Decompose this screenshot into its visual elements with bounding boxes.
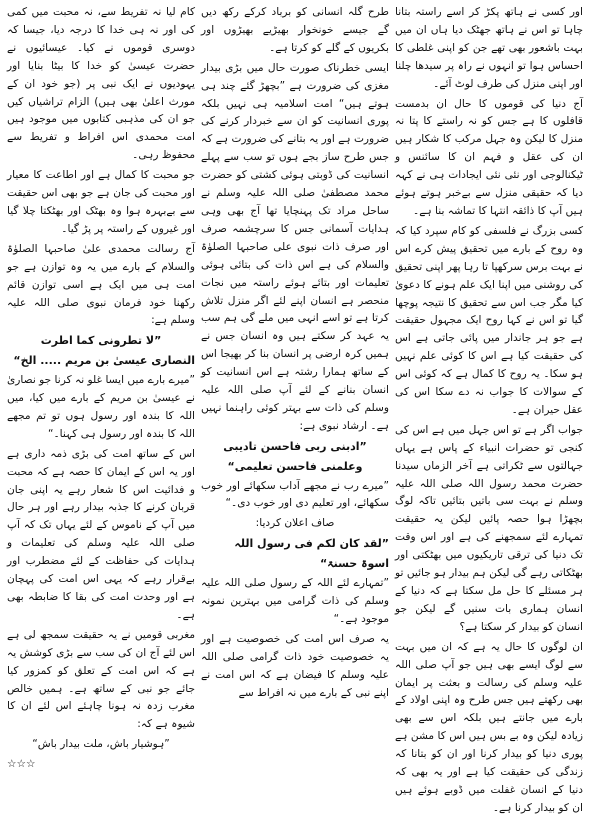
paragraph: مغربی قومیں نے یہ حقیقت سمجھ لی ہے اس لئے آج ان کی سب سے بڑی کوشش یہ ہے کہ اس امت کے تعلق کو کمزور کیا جائے جو نبی کے ساتھ ہے۔ ہمیں خالص مغرب زدہ نہ ہونا چاہئے اس لئے ان کا شیوہ ہے کہ: xyxy=(7,628,195,731)
column-middle xyxy=(198,4,392,797)
paragraph: اور کسی نے ہاتھ پکڑ کر اسے راستہ بتانا چاہا تو اس نے ہاتھ جھٹک دیا ہاں ان میں بہت باشعور بھی تھے جن کو اپنی غلطی کا احساس ہوا تو انہوں نے راہ پر سیدھا چلنا اور اپنی منزل کی طرف لوٹ آئے۔ xyxy=(395,6,583,90)
paragraph: ایسی خطرناک صورت حال میں بڑی بیدار مغزی کی ضرورت ہے ”بچھڑ گئے چند ہی ہوتے ہیں“ امت اسلامیہ ہی نہیں بلکہ پوری انسانیت کو ان سے خبردار کرنے کی ضرورت ہے اور یہ بتانے کی ضرورت ہے کہ جس طرح ساز بجے ہوں تو سب سے پہلے انسانیت کی ڈوبتی ہوئی کشتی کو حضرت محمد مصطفیٰ صلی اللہ علیہ وسلم نے ساحل مراد تک پہنچایا تھا آج بھی وہی ہدایات آسمانی جس کا سرچشمہ صرف اور صرف ذات نبوی علی صاحبہا الصلوٰۃ والسلام کی ہے اس ذات کی بتائی ہوئی تعلیمات اور بتائے ہوئے راستہ میں نجات منحصر ہے انسان اپنے لئے اگر منزل تلاش کرتا ہے تو اسے انہی میں ملے گی ہم سب یہ عہد کر سکتے ہیں وہ انسان جس نے ہمیں کرہ ارضی پر انسان بنا کر بھیجا اس کے ساتھ ہمارا رشتہ ہے اس انسانیت کو انسان بنانے کے لئے آپ صلی اللہ علیہ وسلم کی ذات سے بہتر کوئی راہنما نہیں ہے۔ ارشاد نبوی ہے: xyxy=(201,61,389,432)
arabic-quote: ”لا تطرونی کما اطرت xyxy=(40,334,162,348)
arabic-quote: وعلمنی فاحسن تعلیمی“ xyxy=(227,459,363,473)
arabic-quote: اسوۃ حسنۃ“ xyxy=(319,557,389,571)
quote-translation: ”میرے رب نے مجھے آداب سکھائے اور خوب سکھائے، اور تعلیم دی اور خوب دی۔“ xyxy=(201,479,389,510)
column-right xyxy=(392,4,586,814)
arabic-quote: ”لقد کان لکم فی رسول اللہ xyxy=(234,537,389,551)
column-left xyxy=(4,4,198,797)
paragraph: یہ صرف اس امت کی خصوصیت ہے اور یہ خصوصیت خود ذات گرامی صلی اللہ علیہ وسلم کا فیضان ہے کہ اس امت نے اپنے نبی کے بارے میں نہ افراط سے xyxy=(201,632,389,699)
arabic-quote: ”ادبنی ربی فاحسن تادیبی xyxy=(223,439,367,453)
paragraph: جواب اگر ہے تو اس جہل میں ہے اس کی کنجی تو حضرات انبیاء کے پاس ہے یہاں جہالتوں سے ٹکراتی ہے آخر الزماں سیدنا حضرت محمد رسول اللہ صلی اللہ علیہ وسلم نے بہت سی باتیں بتائیں تاکہ لوگ بچھڑا ہوا حصہ پائیں لیکن یہ حقیقت تمہارے لئے سمجھنے کی ہے اور اس وقت تک دنیا کی ترقی تاریکیوں میں بھٹکتی اور بھٹکاتی رہے گی لیکن ہم بیدار ہو جائیں تو ہر مسئلے کا حل مل سکتا ہے کہ دنیا کے انسان ہماری بات سنیں گے لیکن جو انسان کو بیدار کر سکتا ہے؟ xyxy=(395,423,583,633)
stars-divider: ☆☆☆ xyxy=(7,758,36,771)
paragraph: طرح گلہ انسانی کو برباد کرکے رکھ دیں گے جیسے خونخوار بھیڑیے بھیڑوں اور بکریوں کے گلے کو کرتا ہے۔ xyxy=(201,6,389,54)
paragraph: صاف اعلان کردیا: xyxy=(255,517,335,530)
quote-translation: ”تمہارے لئے اللہ کے رسول صلی اللہ علیہ وسلم کی ذات گرامی میں بہترین نمونہ موجود ہے۔“ xyxy=(201,577,389,625)
paragraph: کام لیا نہ تفریط سے، نہ محبت میں کمی کی اور نہ ہی خدا کا درجہ دیا، جیسا کہ دوسری قوموں نے کیا۔ عیسائیوں نے حضرت عیسیٰ کو خدا کا بیٹا بنایا اور یہودیوں نے ایک نبی پر (جو خود ان کے مورث اعلیٰ بھی ہیں) الزام تراشیاں کیں جو ان کی مذہبی کتابوں میں موجود ہیں امت محمدی اس افراط و تفریط سے محفوظ رہی۔ xyxy=(7,6,195,162)
paragraph: آج رسالت محمدی علیٰ صاحبہا الصلوٰۃ والسلام کے بارے میں یہ وہ توازن ہے جو امت ہی میں ایک ہے اسی توازن قائم رکھنا خود فرمان نبوی صلی اللہ علیہ وسلم ہے: xyxy=(7,242,195,327)
closing-quote: ”ہوشیار باش، ملت بیدار باش“ xyxy=(32,738,170,751)
quote-translation: ”میرے بارے میں ایسا غلو نہ کرنا جو نصاریٰ نے عیسیٰ بن مریم کے بارے میں کیا، میں اللہ کا بندہ اور رسول ہوں تو تم مجھے اللہ کا بندہ اور رسول ہی کہنا۔“ xyxy=(7,374,195,440)
paragraph: ان لوگوں کا حال یہ ہے کہ ان میں بہت سے لوگ ایسے بھی ہیں جو آپ صلی اللہ علیہ وسلم کی رسالت و بعثت پر ایمان بھی رکھتے ہیں جس طرح وہ اپنی اولاد کے بارے میں جانتے ہیں بلکہ اس سے بھی زیادہ لیکن وہ بے بس ہیں اس کا مشن ہے پوری دنیا کو بیدار کرنا اور ان کو بتانا کہ زندگی کی حقیقت کیا ہے اور یہ بھی کہ دنیا کے انسان غفلت میں ڈوبے ہوئے ہیں ان کو بیدار کرنا ہے۔ xyxy=(395,640,583,814)
paragraph: آج دنیا کی قوموں کا حال ان بدمست قافلوں کا ہے جس کو نہ راستے کا پتا نہ منزل کا لیکن وہ جہل مرکب کا شکار ہیں ان کی عقل و فہم ان کا سائنس و ٹیکنالوجی اور نئی نئی ایجادات ہی نے کہہ دیا کہ حقیقی منزل سے بےخبر ہوتے ہوئے ہیں آپ کا ذائقہ انتہا کا تماشہ بنا ہے۔ xyxy=(395,97,583,217)
paragraph: جو محبت کا کمال ہے اور اطاعت کا معیار اور محبت کی جان ہے جو بھی اس حقیقت سے بےبہرہ ہوا وہ بھٹک اور بھٹکتا چلا گیا اور غیروں کے راستہ پر پڑ گیا۔ xyxy=(7,169,195,235)
paragraph: اس کے ساتھ امت کی بڑی ذمہ داری ہے اور یہ اس کے ایمان کا حصہ ہے کہ محبت و فدائیت اس کا شعار رہے یہ اپنی جان قربان کرنے کا جذبہ بیدار رہے اور ہر حال میں آپ کے ناموس کے لئے یہاں تک کہ آپ صلی اللہ علیہ وسلم کی تعلیمات و ہدایات کی حفاظت کے لئے مضطرب اور بےقرار رہے کہ یہی اس امت کی پہچان ہے اور وحدت امت کی بقا کا ضابطہ بھی ہے۔ xyxy=(7,447,195,621)
arabic-quote: النصاری عیسیٰ بن مریم ..... الخ“ xyxy=(13,354,195,368)
paragraph: کسی بزرگ نے فلسفی کو کام سپرد کیا کہ وہ روح کے بارے میں تحقیق پیش کرے اس نے بہت برس سرکھپا تا رہا پھر اپنی تحقیق کی روشنی میں اپنا ایک علم ہونے کا دعویٰ کیا مگر جب اس سے تحقیق کا نتیجہ پوچھا گیا تو اس نے کہا روح ایک مجہول حقیقت ہے جو ہر جاندار میں پائی جاتی ہے اس کی حقیقت کیا ہے اس کا کوئی علم نہیں ہو سکا۔ یہ روح کا کمال ہے کہ کوئی اس کے سوالات کا جواب نہ دے سکا اس کی عقل حیران ہے۔ xyxy=(395,224,583,416)
